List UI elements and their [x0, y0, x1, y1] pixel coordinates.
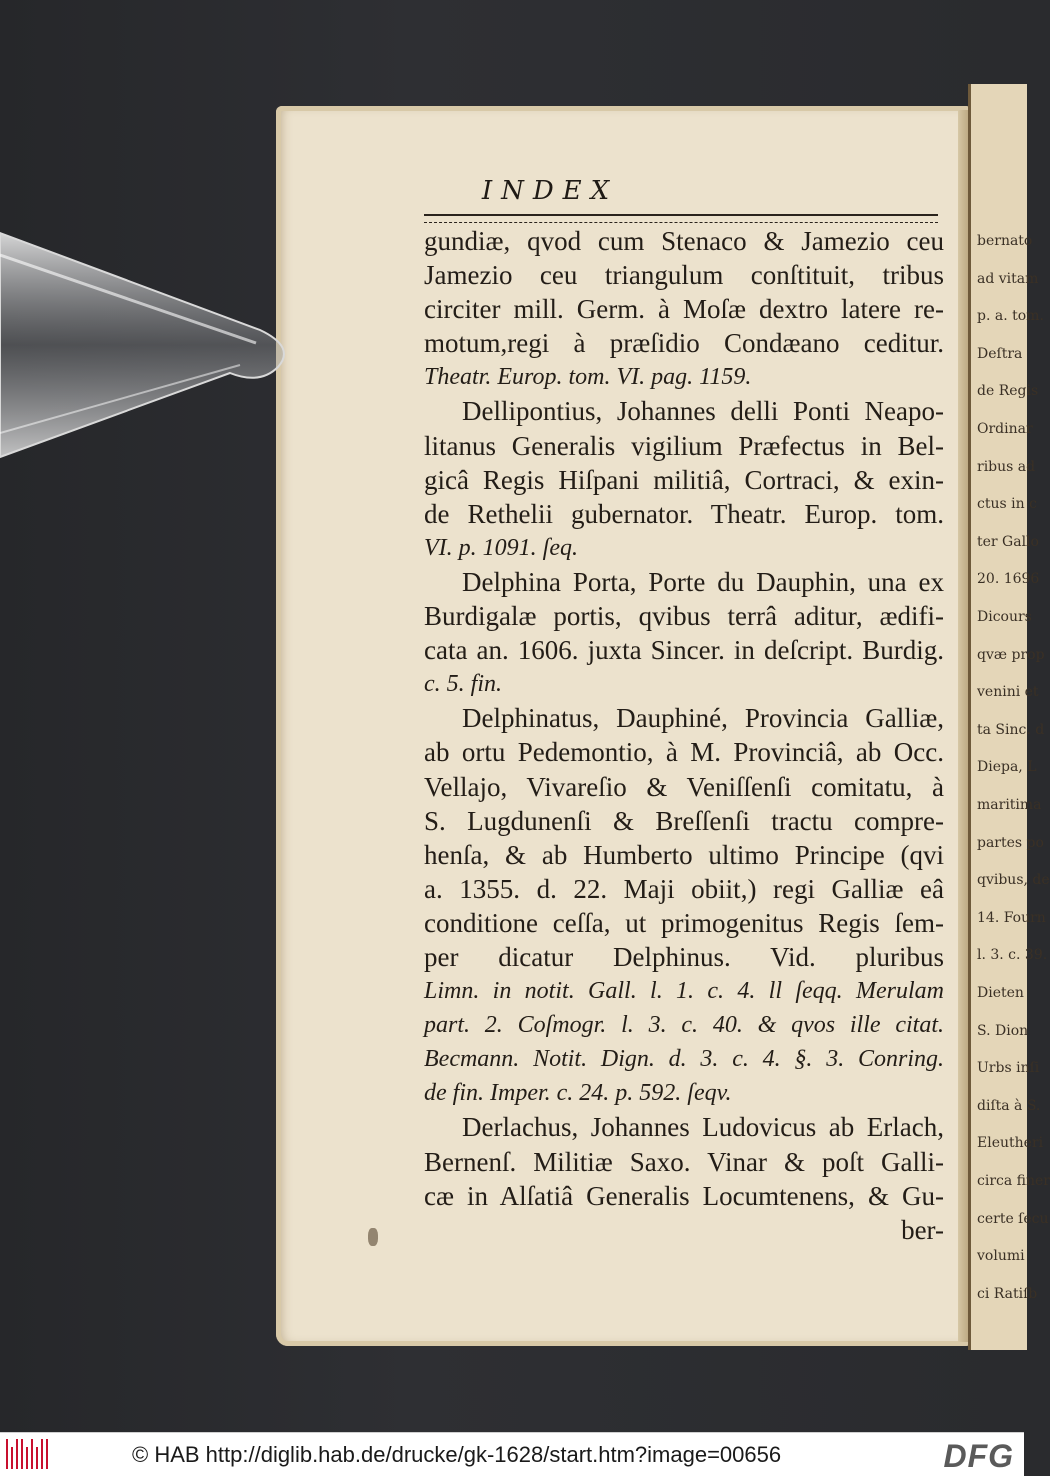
text-line: Burdigalæ portis, qvibus terrâ aditur, ædifi- [424, 601, 944, 632]
text-line: de Rethelii gubernator. Theatr. Europ. tom. [424, 498, 944, 529]
index-text [424, 224, 944, 1247]
next-page-fragment: diſta à S. [977, 1097, 1041, 1114]
text-line: S. Lugdunenſi & Breſſenſi tractu compre- [424, 805, 944, 836]
next-page-fragment: ad vitam [977, 270, 1039, 287]
next-page-fragment: ribus ad [977, 458, 1036, 475]
text-line: Bernenſ. Militiæ Saxo. Vinar & poſt Galli- [424, 1146, 944, 1177]
text-line: henſa, & ab Humberto ultimo Principe (qvi [424, 839, 944, 870]
next-page-fragment: Dieten [977, 985, 1024, 1001]
header-rule [424, 214, 938, 223]
dfg-logo: DFG [943, 1438, 1014, 1474]
next-page-fragment: ter Gallo [977, 533, 1039, 550]
next-page-fragment: l. 3. c. 39. [977, 947, 1048, 964]
text-line: VI. p. 1091. ſeq. [424, 534, 578, 561]
footer-bar [0, 1432, 1024, 1476]
text-line: c. 5. fin. [424, 671, 502, 698]
text-line: Becmann. Notit. Dign. d. 3. c. 4. §. 3. Conring. [424, 1046, 944, 1073]
ink-mark [368, 1228, 378, 1246]
text-line: conditione ceſſa, ut primogenitus Regis ſem- [424, 907, 944, 938]
text-line: part. 2. Coſmogr. l. 3. c. 40. & qvos ille citat. [424, 1012, 944, 1039]
next-page-fragment: maritima [977, 797, 1042, 813]
text-line: gicâ Regis Hiſpani militiâ, Cortraci, & exin- [424, 464, 944, 495]
text-line: ab ortu Pedemontio, à M. Provinciâ, ab Occ. [424, 737, 944, 768]
text-line: Dellipontius, Johannes delli Ponti Neapo- [462, 396, 944, 427]
next-page-fragment: bernato [977, 233, 1033, 249]
text-line: motum,regi à præſidio Condæano ceditur. [424, 328, 944, 359]
next-page-fragment: Ordinar [977, 421, 1033, 437]
text-line: de fin. Imper. c. 24. p. 592. ſeqv. [424, 1080, 732, 1107]
text-line: Theatr. Europ. tom. VI. pag. 1159. [424, 364, 752, 391]
next-page-fragment: qvibus, de [977, 872, 1050, 889]
next-page-fragment: Diepa, L [977, 759, 1037, 776]
next-page-fragment: de Regis [977, 383, 1039, 400]
text-line: Limn. in notit. Gall. l. 1. c. 4. ll ſeqq. Merulam [424, 978, 944, 1005]
text-line: ber- [901, 1214, 944, 1245]
text-line: Delphina Porta, Porte du Dauphin, una ex [462, 566, 944, 597]
next-page-fragment: ctus in c [977, 496, 1037, 513]
next-page-fragment: S. Dion [977, 1022, 1029, 1039]
text-line: Derlachus, Johannes Ludovicus ab Erlach, [462, 1112, 944, 1143]
footer-credit-link[interactable]: © HAB http://diglib.hab.de/drucke/gk-1628/start.htm?image=00656 [132, 1442, 782, 1467]
next-page-fragment: p. a. tom. [977, 308, 1044, 325]
text-line: Jamezio ceu triangulum conſtituit, tribus [424, 260, 944, 291]
text-line: circiter mill. Germ. à Moſæ dextro latere re- [424, 294, 944, 325]
text-line: Vellajo, Vivareſio & Veniſſenſi comitatu, à [424, 771, 944, 802]
next-page-fragment: volumi [977, 1248, 1025, 1265]
next-page-fragment: partes po [977, 834, 1044, 851]
text-line: per dicatur Delphinus. Vid. pluribus [424, 941, 944, 972]
next-page-fragment: qvæ prop [977, 646, 1045, 663]
next-page-fragment: ci Ratiſb [977, 1285, 1038, 1302]
next-page-fragment: ta Sinc. d [977, 721, 1045, 738]
running-header: INDEX [481, 176, 619, 206]
next-page-fragment: Urbs inſi [977, 1060, 1040, 1077]
next-page-edge [968, 84, 1050, 1350]
next-page-fragment: Eleutheri [977, 1135, 1044, 1152]
text-line: cæ in Alſatiâ Generalis Locumtenens, & Gu- [424, 1180, 944, 1211]
text-line: Delphinatus, Dauphiné, Provincia Galliæ, [462, 703, 944, 734]
text-line: litanus Generalis vigilium Præfectus in Bel- [424, 430, 944, 461]
next-page-fragment: Deſtra [977, 345, 1023, 362]
next-page-fragment: 14. Fourn [977, 909, 1046, 926]
next-page-fragment: Dicours [977, 609, 1032, 625]
glass-page-weight [0, 225, 300, 465]
text-line: cata an. 1606. juxta Sincer. in deſcript. Burdig. [424, 635, 944, 666]
next-page-fragment: venini et [977, 684, 1039, 701]
next-page-fragment: circa finer [977, 1173, 1050, 1189]
text-line: gundiæ, qvod cum Stenaco & Jamezio ceu [424, 226, 944, 256]
text-line: a. 1355. d. 22. Maji obiit,) regi Galliæ eâ [424, 873, 944, 904]
hab-logo-icon [6, 1439, 48, 1469]
next-page-fragment: 20. 1696 [977, 571, 1040, 588]
next-page-fragment: certe ſecu [977, 1210, 1049, 1227]
